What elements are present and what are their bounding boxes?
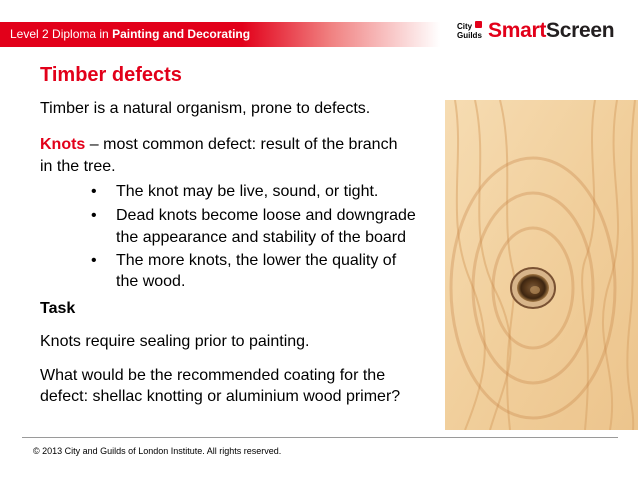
logo-smart-text: Smart <box>488 19 547 42</box>
logo-guilds-text: Guilds <box>457 31 482 40</box>
task-text: Knots require sealing prior to painting. <box>40 333 310 350</box>
city-guilds-logo-icon <box>455 20 483 42</box>
knots-label: Knots <box>40 136 86 153</box>
question-text-continued: defect: shellac knotting or aluminium wood primer? <box>40 388 401 405</box>
timber-knot-photo <box>445 100 638 430</box>
footer-divider <box>22 437 618 438</box>
bullet-text: Dead knots become loose and downgrade <box>116 207 416 224</box>
bullet-text-continued: the appearance and stability of the board <box>116 229 406 246</box>
logo-red-square-icon <box>475 21 482 28</box>
bullet-marker: • <box>91 183 97 200</box>
course-subject: Painting and Decorating <box>112 27 251 41</box>
header-bar <box>0 0 638 47</box>
slide-title: Timber defects <box>40 64 182 86</box>
wood-grain-illustration <box>445 100 638 430</box>
logo-screen-text: Screen <box>546 19 615 42</box>
logo-city-text: City <box>457 22 473 31</box>
bullet-marker: • <box>91 207 97 224</box>
intro-text: Timber is a natural organism, prone to defects. <box>40 100 371 117</box>
copyright-text: © 2013 City and Guilds of London Institute. All rights reserved. <box>33 446 282 456</box>
question-text: What would be the recommended coating for the <box>40 367 386 384</box>
course-title <box>10 27 250 41</box>
knots-line-continued: in the tree. <box>40 158 116 175</box>
city-guilds-smartscreen-logo <box>455 18 635 46</box>
knots-line <box>40 135 397 155</box>
knots-description: – most common defect: result of the branch <box>85 136 398 153</box>
task-heading: Task <box>40 300 76 317</box>
bullet-text: The more knots, the lower the quality of <box>116 252 397 269</box>
bullet-text: The knot may be live, sound, or tight. <box>116 183 379 200</box>
smartscreen-wordmark <box>488 19 614 43</box>
bullet-text-continued: the wood. <box>116 273 186 290</box>
course-prefix: Level 2 Diploma in <box>10 27 113 41</box>
bullet-marker: • <box>91 252 97 269</box>
